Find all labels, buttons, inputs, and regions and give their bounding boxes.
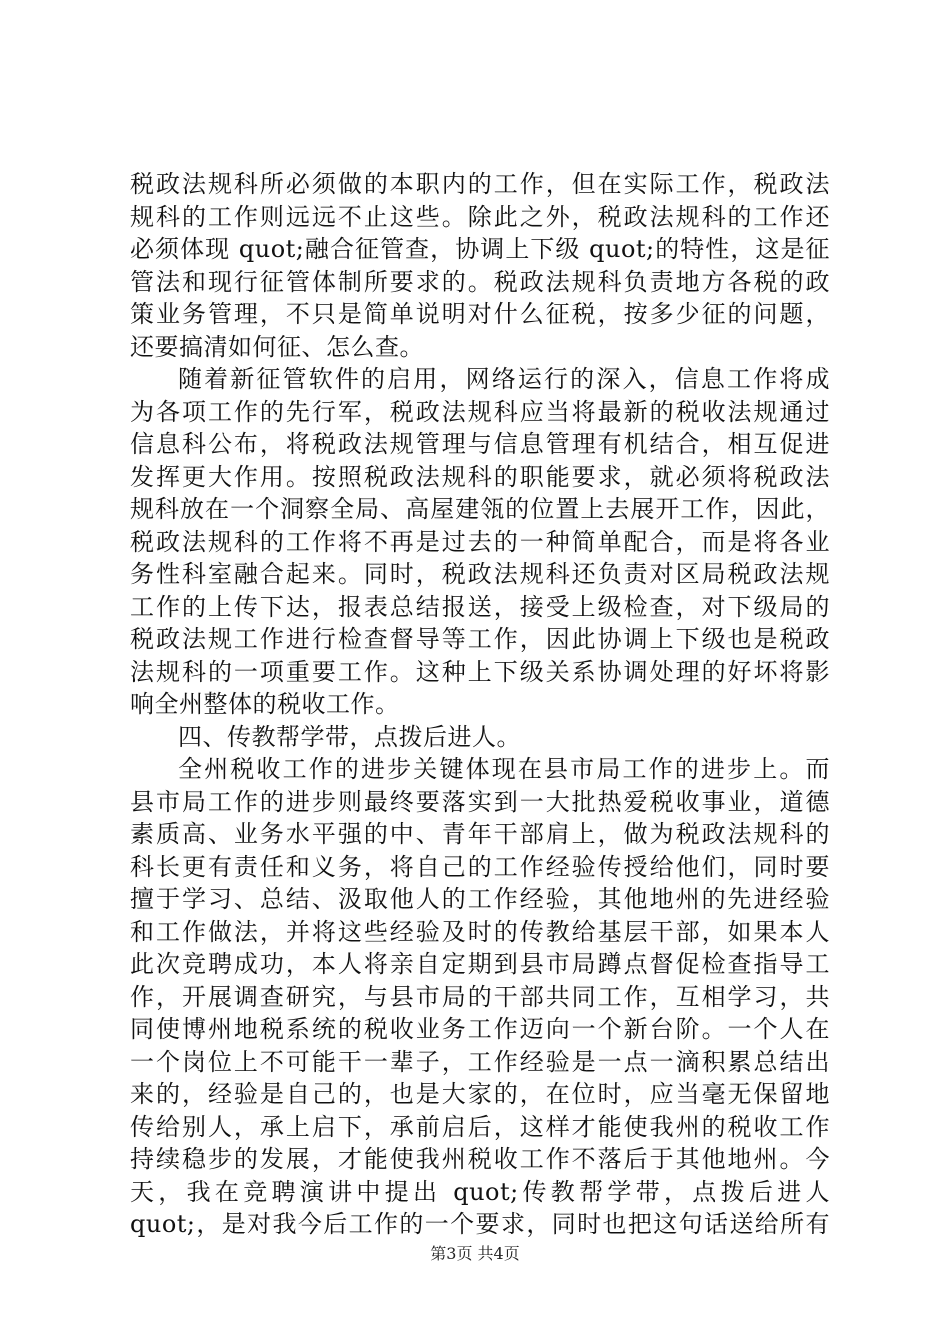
text-line: quot;，是对我今后工作的一个要求，同时也把这句话送给所有 [130,1210,830,1238]
page-number: 第3页 共4页 [430,1244,520,1263]
text-line: 此次竞聘成功，本人将亲自定期到县市局蹲点督促检查指导工 [130,950,830,978]
text-line: 工作的上传下达，报表总结报送，接受上级检查，对下级局的 [130,592,830,621]
text-line: 策业务管理，不只是简单说明对什么征税，按多少征的问题， [130,300,830,328]
text-line: 一个岗位上不可能干一辈子，工作经验是一点一滴积累总结出 [130,1047,830,1076]
text-line: 还要搞清如何征、怎么查。 [130,332,424,361]
text-line: 规科放在一个洞察全局、高屋建瓴的位置上去展开工作，因此， [130,495,830,523]
text-line: 为各项工作的先行军，税政法规科应当将最新的税收法规通过 [130,397,830,426]
text-line: 天，我在竞聘演讲中提出 quot;传教帮学带，点拨后进人 [130,1177,830,1206]
text-line: 税政法规科的工作将不再是过去的一种简单配合，而是将各业 [130,527,830,556]
text-line: 和工作做法，并将这些经验及时的传教给基层干部，如果本人 [130,917,830,946]
text-line: 县市局工作的进步则最终要落实到一大批热爱税收事业，道德 [130,787,830,816]
text-line: 持续稳步的发展，才能使我州税收工作不落后于其他地州。今 [130,1145,830,1173]
body-text [130,168,830,1241]
text-line: 法规科的一项重要工作。这种上下级关系协调处理的好坏将影 [130,657,830,686]
text-line: 信息科公布，将税政法规管理与信息管理有机结合，相互促进 [130,430,830,458]
text-line: 税政法规工作进行检查督导等工作，因此协调上下级也是税政 [130,625,830,653]
text-line: 同使博州地税系统的税收业务工作迈向一个新台阶。一个人在 [130,1015,830,1043]
text-line: 税政法规科所必须做的本职内的工作，但在实际工作，税政法 [130,170,830,198]
text-line: 必须体现 quot;融合征管查，协调上下级 quot;的特性，这是征 [130,235,830,263]
text-line: 务性科室融合起来。同时，税政法规科还负责对区局税政法规 [130,560,830,588]
text-line: 随着新征管软件的启用，网络运行的深入，信息工作将成 [178,365,830,393]
text-line: 科长更有责任和义务，将自己的工作经验传授给他们，同时要 [130,852,830,881]
text-line: 发挥更大作用。按照税政法规科的职能要求，就必须将税政法 [130,462,830,491]
text-line: 素质高、业务水平强的中、青年干部肩上，做为税政法规科的 [130,820,830,848]
section-heading: 四、传教帮学带，点拨后进人。 [178,722,521,751]
text-line: 来的，经验是自己的，也是大家的，在位时，应当毫无保留地 [130,1080,830,1108]
text-line: 擅于学习、总结、汲取他人的工作经验，其他地州的先进经验 [130,885,830,913]
text-line: 传给别人，承上启下，承前启后，这样才能使我州的税收工作 [130,1112,830,1141]
text-line: 响全州整体的税收工作。 [130,690,400,718]
text-line: 作，开展调查研究，与县市局的干部共同工作，互相学习，共 [130,982,830,1011]
text-line: 规科的工作则远远不止这些。除此之外，税政法规科的工作还 [130,202,830,231]
text-line: 全州税收工作的进步关键体现在县市局工作的进步上。而 [178,755,830,783]
text-line: 管法和现行征管体制所要求的。税政法规科负责地方各税的政 [130,267,830,296]
